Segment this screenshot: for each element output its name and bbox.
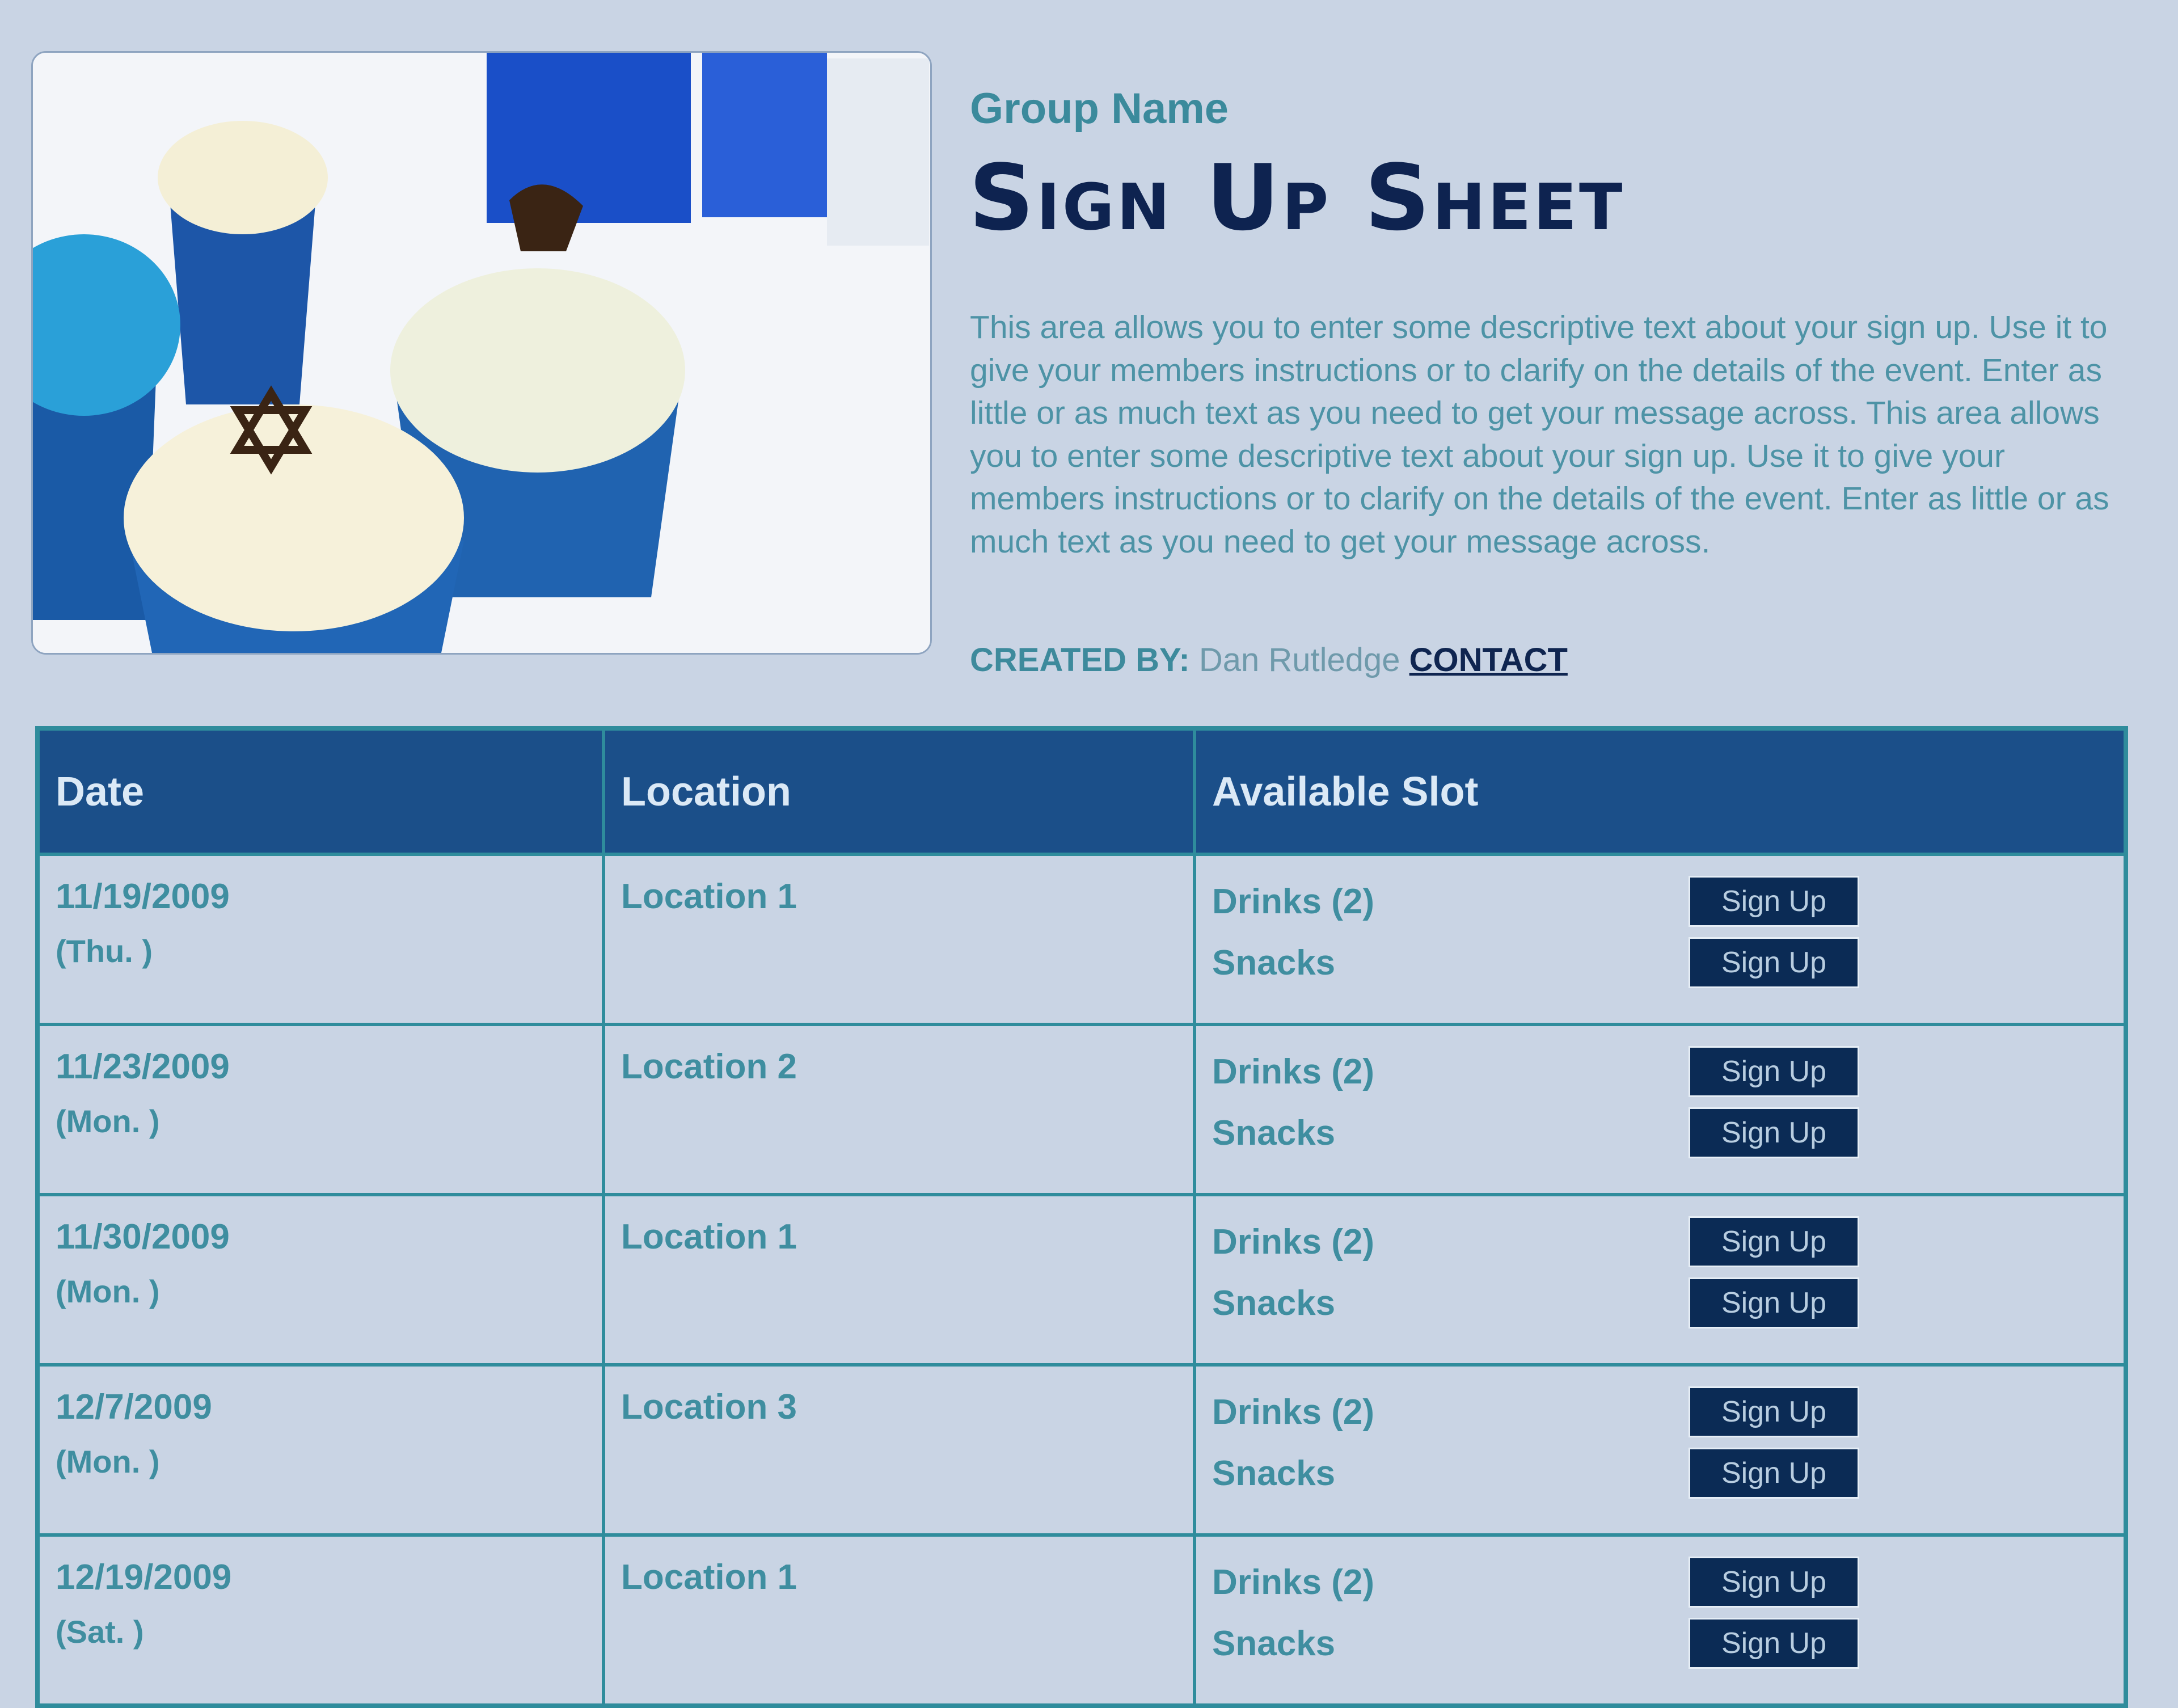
slots-cell xyxy=(1194,1365,2126,1535)
date-cell xyxy=(37,1535,603,1706)
description: This area allows you to enter some descriptive text about your sign up. Use it to give your members instructions or to clarify on the details of the event. Enter as little or as much text as you need to get your message across. This area allows you to enter some descriptive text about your sign up. Use it to give your members instructions or to clarify on the details of the event. Enter as little or as much text as you need to get your message across. xyxy=(970,309,2109,560)
sign-up-button[interactable]: Sign Up xyxy=(1689,1107,1859,1158)
table-row xyxy=(37,1195,2126,1365)
date-cell xyxy=(37,1195,603,1365)
slots-cell xyxy=(1194,1195,2126,1365)
column-header-location: Location xyxy=(603,728,1194,854)
table-row xyxy=(37,1535,2126,1706)
page-title: Sign Up Sheet xyxy=(969,145,1625,251)
column-header-available-slot: Available Slot xyxy=(1194,728,2126,854)
slot-name: Snacks xyxy=(1212,1113,1336,1153)
location-cell: Location 1 xyxy=(603,854,1194,1024)
group-name: Group Name xyxy=(970,85,1229,133)
contact-link[interactable]: CONTACT xyxy=(1409,642,1568,678)
slot-name: Snacks xyxy=(1212,1623,1336,1663)
location-cell: Location 1 xyxy=(603,1195,1194,1365)
sign-up-button[interactable]: Sign Up xyxy=(1689,1618,1859,1669)
column-header-date: Date xyxy=(37,728,603,854)
location-cell: Location 2 xyxy=(603,1024,1194,1195)
table-row xyxy=(37,854,2126,1024)
slot-item xyxy=(1212,1381,2108,1443)
date: 11/23/2009 xyxy=(56,1047,230,1086)
sign-up-button[interactable]: Sign Up xyxy=(1689,876,1859,927)
date-cell xyxy=(37,1365,603,1535)
slot-item xyxy=(1212,1102,2108,1163)
weekday: (Mon. ) xyxy=(56,1273,160,1309)
hero-image-cupcakes xyxy=(31,51,932,655)
table-header xyxy=(37,728,2126,854)
slot-name: Drinks (2) xyxy=(1212,1392,1374,1432)
location-cell: Location 1 xyxy=(603,1535,1194,1706)
weekday: (Thu. ) xyxy=(56,933,153,969)
slots-cell xyxy=(1194,1024,2126,1195)
slot-item xyxy=(1212,1551,2108,1613)
date-cell xyxy=(37,854,603,1024)
created-by xyxy=(970,641,1568,679)
slot-item xyxy=(1212,1272,2108,1334)
cupcake xyxy=(158,121,328,404)
sign-up-button[interactable]: Sign Up xyxy=(1689,1277,1859,1329)
slot-name: Snacks xyxy=(1212,943,1336,982)
weekday: (Mon. ) xyxy=(56,1444,160,1479)
sign-up-button[interactable]: Sign Up xyxy=(1689,1386,1859,1437)
slot-item xyxy=(1212,1211,2108,1272)
slot-name: Drinks (2) xyxy=(1212,1052,1374,1091)
slots-cell xyxy=(1194,1535,2126,1706)
date-cell xyxy=(37,1024,603,1195)
signup-table xyxy=(35,726,2128,1708)
creator-name: Dan Rutledge xyxy=(1198,642,1400,678)
sign-up-button[interactable]: Sign Up xyxy=(1689,1448,1859,1499)
table-row xyxy=(37,1365,2126,1535)
slot-name: Snacks xyxy=(1212,1283,1336,1323)
slot-item xyxy=(1212,1613,2108,1674)
date: 11/30/2009 xyxy=(56,1217,230,1256)
date: 11/19/2009 xyxy=(56,877,230,916)
date: 12/7/2009 xyxy=(56,1388,212,1427)
weekday: (Mon. ) xyxy=(56,1103,160,1139)
created-by-label: CREATED BY: xyxy=(970,642,1190,678)
slot-item xyxy=(1212,932,2108,993)
location-cell: Location 3 xyxy=(603,1365,1194,1535)
table-row xyxy=(37,1024,2126,1195)
sign-up-button[interactable]: Sign Up xyxy=(1689,1046,1859,1097)
weekday: (Sat. ) xyxy=(56,1614,144,1650)
slot-item xyxy=(1212,1443,2108,1504)
slot-name: Drinks (2) xyxy=(1212,1222,1374,1262)
slot-item xyxy=(1212,871,2108,932)
slot-name: Drinks (2) xyxy=(1212,1562,1374,1602)
sign-up-button[interactable]: Sign Up xyxy=(1689,1216,1859,1267)
slot-name: Snacks xyxy=(1212,1453,1336,1493)
slot-item xyxy=(1212,1041,2108,1102)
date: 12/19/2009 xyxy=(56,1558,232,1597)
sign-up-button[interactable]: Sign Up xyxy=(1689,1557,1859,1608)
slots-cell xyxy=(1194,854,2126,1024)
sign-up-button[interactable]: Sign Up xyxy=(1689,937,1859,988)
slot-name: Drinks (2) xyxy=(1212,882,1374,921)
